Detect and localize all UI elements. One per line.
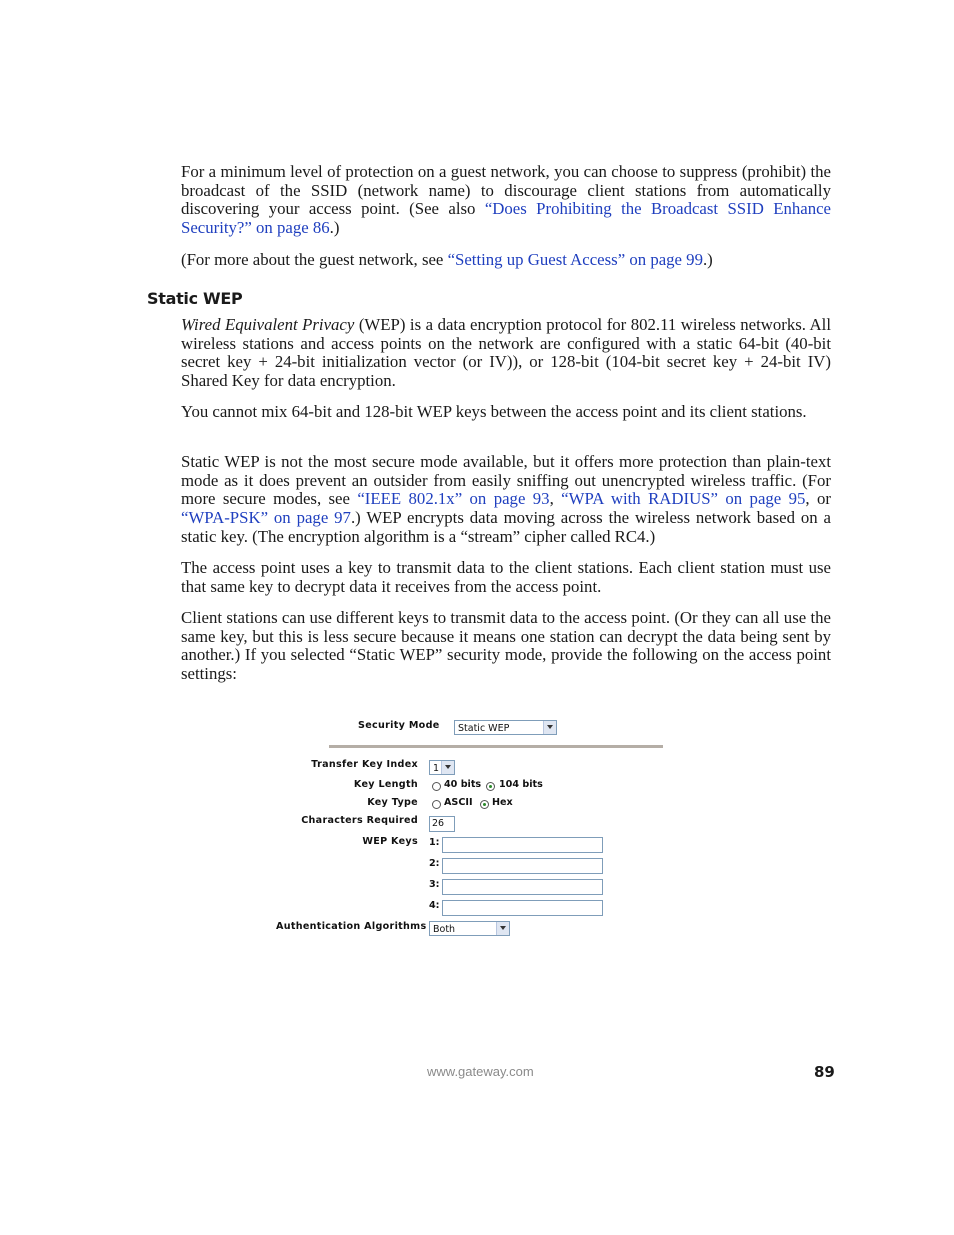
wep-key-1-input[interactable] <box>442 837 603 853</box>
key-length-40-radio[interactable] <box>432 782 441 791</box>
chevron-down-icon <box>496 922 509 935</box>
characters-required-field: 26 <box>429 816 455 832</box>
paragraph-client-keys: Client stations can use different keys to transmit data to the access point. (Or they can all use the same key, but this is less secure because it means one station can decrypt the data being sent by another.) If you selected “Static WEP” security mode, provide the following on the access point settings: <box>181 608 831 684</box>
paragraph-mix-keys: You cannot mix 64-bit and 128-bit WEP keys between the access point and its client stations. <box>181 402 807 421</box>
link-broadcast-ssid[interactable]: “Does Prohibiting the Broadcast SSID Enhance Security?” on page 86 <box>181 199 832 238</box>
key-type-label: Key Type <box>367 797 418 808</box>
transfer-key-index-label: Transfer Key Index <box>311 759 418 770</box>
wep-key-2-label: 2: <box>429 858 440 869</box>
wep-key-1-label: 1: <box>429 837 440 848</box>
link-wpa-radius[interactable]: “WPA with RADIUS” on page 95 <box>561 489 806 509</box>
wep-key-4-label: 4: <box>429 900 440 911</box>
key-type-ascii-label: ASCII <box>444 797 473 808</box>
key-type-ascii-radio[interactable] <box>432 800 441 809</box>
transfer-key-index-select[interactable] <box>429 760 455 775</box>
wep-keys-label: WEP Keys <box>362 836 418 847</box>
panel-divider <box>329 745 663 748</box>
wep-settings-panel <box>268 712 668 947</box>
key-type-hex-label: Hex <box>492 797 513 808</box>
chevron-down-icon <box>543 721 556 734</box>
link-guest-access[interactable]: “Setting up Guest Access” on page 99 <box>447 250 703 269</box>
transfer-key-index-value: 1 <box>433 763 440 774</box>
section-heading: Static WEP <box>147 289 243 308</box>
security-mode-label: Security Mode <box>358 720 440 731</box>
security-mode-select[interactable] <box>454 720 557 735</box>
chevron-down-icon <box>441 761 454 774</box>
key-length-40-label: 40 bits <box>444 779 482 790</box>
authentication-algorithms-label: Authentication Algorithms <box>276 921 427 932</box>
paragraph-guest-network: (For more about the guest network, see “Setting up Guest Access” on page 99.) <box>181 250 713 269</box>
wep-key-4-input[interactable] <box>442 900 603 916</box>
wep-key-3-label: 3: <box>429 879 440 890</box>
page-number: 89 <box>814 1063 835 1081</box>
authentication-algorithms-value: Both <box>433 924 456 935</box>
authentication-algorithms-select[interactable] <box>429 921 510 936</box>
key-type-hex-radio[interactable] <box>480 800 489 809</box>
wep-key-3-input[interactable] <box>442 879 603 895</box>
paragraph-secure-modes: Static WEP is not the most secure mode available, but it offers more protection than plain-text mode as it does prevent an outsider from easily sniffing out unencrypted wireless traffic. (For more secure modes, see “IEEE 802.1x” on page 93, “WPA with RADIUS” on page 95, or “WPA-PSK” on page 97.) WEP encrypts data moving across the wireless network based on a static key. (The encryption algorithm is a “stream” cipher called RC4.) <box>181 452 831 546</box>
key-length-104-radio[interactable] <box>486 782 495 791</box>
paragraph-wep-intro: Wired Equivalent Privacy (WEP) is a data encryption protocol for 802.11 wireless networks. All wireless stations and access points on the network are configured with a static 64-bit (40-bit secret key + 24-bit initialization vector (or IV)), or 128-bit (104-bit secret key + 24-bit IV) Shared Key for data encryption. <box>181 315 832 391</box>
key-length-label: Key Length <box>353 779 418 790</box>
key-length-104-label: 104 bits <box>499 779 543 790</box>
wep-key-2-input[interactable] <box>442 858 603 874</box>
security-mode-value: Static WEP <box>458 723 510 734</box>
link-wpa-psk[interactable]: “WPA-PSK” on page 97 <box>181 508 351 528</box>
link-ieee-8021x[interactable]: “IEEE 802.1x” on page 93 <box>357 489 550 509</box>
paragraph-ssid: For a minimum level of protection on a guest network, you can choose to suppress (prohibit) the broadcast of the SSID (network name) to discourage client stations from automatically discovering your access point. (See also “Does Prohibiting the Broadcast SSID Enhance Security?” on page 86.) <box>181 162 832 238</box>
paragraph-transmit-key: The access point uses a key to transmit data to the client stations. Each client station must use that same key to decrypt data it receives from the access point. <box>181 558 831 596</box>
footer-url[interactable]: www.gateway.com <box>427 1064 534 1079</box>
characters-required-label: Characters Required <box>301 815 418 826</box>
